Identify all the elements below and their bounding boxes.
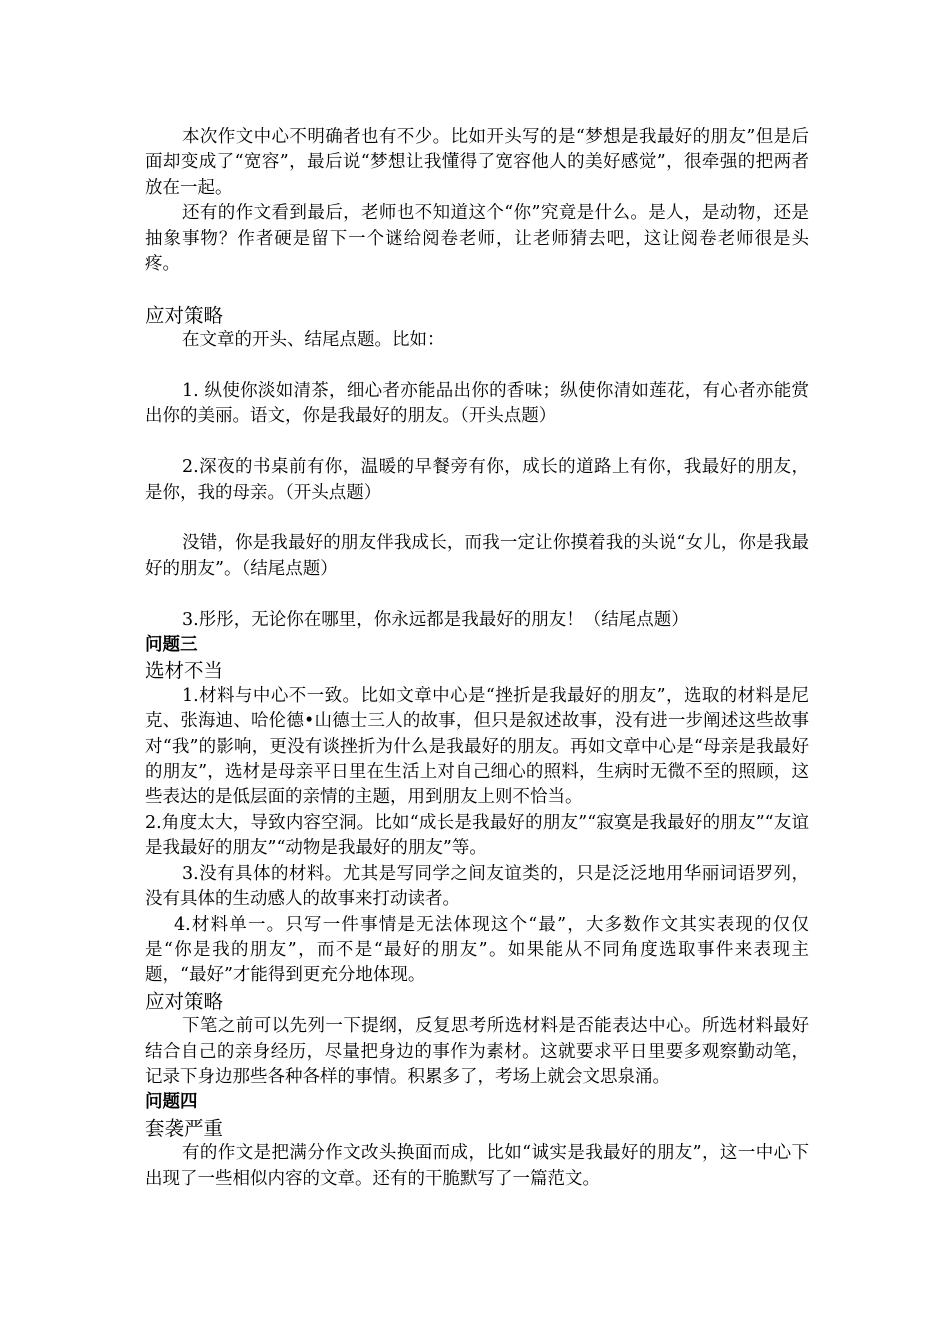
strategy-2-text: 下笔之前可以先列一下提纲，反复思考所选材料是否能表达中心。所选材料最好结合自己的亲身经历，尽量把身边的事作为素材。这就要求平日里要多观察勤动笔，记录下身边那些各种各样的事情。积累多了，考场上就会文思泉涌。 — [145, 1016, 809, 1087]
blank-line — [145, 354, 809, 379]
strategy-intro: 在文章的开头、结尾点题。比如： — [182, 330, 445, 351]
problem-3-item-1: 1.材料与中心不一致。比如文章中心是“挫折是我最好的朋友”，选取的材料是尼克、张海迪、哈伦德•山德士三人的故事，但只是叙述故事，没有进一步阐述这些故事对“我”的影响，更没有谈挫折为什么是我最好的朋友。再如文章中心是“母亲是我最好的朋友”，选材是母亲平日里在生活上对自己细心的照料，生病时无微不至的照顾，这些表达的是低层面的亲情的主题，用到朋友上则不恰当。 — [145, 685, 809, 808]
example-extra: 没错，你是我最好的朋友伴我成长，而我一定让你摸着我的头说“女儿，你是我最好的朋友”。（结尾点题） — [145, 533, 809, 579]
blank-line — [145, 506, 809, 531]
paragraph-unclear-you: 还有的作文看到最后，老师也不知道这个“你”究竟是什么。是人，是动物，还是抽象事物？作者硬是留下一个谜给阅卷老师，让老师猜去吧，这让阅卷老师很是头疼。 — [145, 203, 809, 275]
paragraph-unclear-center: 本次作文中心不明确者也有不少。比如开头写的是“梦想是我最好的朋友”但是后面却变成了“宽容”，最后说“梦想让我懂得了宽容他人的美好感觉”，很牵强的把两者放在一起。 — [145, 127, 809, 198]
example-2: 2.深夜的书桌前有你，温暖的早餐旁有你，成长的道路上有你，我最好的朋友，是你，我的母亲。（开头点题） — [145, 457, 809, 503]
strategy-heading-1: 应对策略 — [145, 303, 224, 327]
example-1: 1. 纵使你淡如清茶，细心者亦能品出你的香味；纵使你清如莲花，有心者亦能赏出你的美丽。语文，你是我最好的朋友。（开头点题） — [145, 381, 809, 427]
problem-3-item-2: 2.角度太大，导致内容空洞。比如“成长是我最好的朋友”“寂寞是我最好的朋友”“友谊是我最好的朋友”“动物是我最好的朋友”等。 — [145, 812, 809, 859]
example-3: 3.彤彤，无论你在哪里，你永远都是我最好的朋友！（结尾点题） — [182, 609, 689, 630]
problem-3-title: 选材不当 — [145, 659, 224, 683]
strategy-heading-2: 应对策略 — [145, 989, 224, 1013]
problem-3-item-4: 4.材料单一。只写一件事情是无法体现这个“最”，大多数作文其实表现的仅仅是“你是我的朋友”，而不是“最好的朋友”。如果能从不同角度选取事件来表现主题，“最好”才能得到更充分地体现。 — [145, 914, 809, 986]
blank-line — [145, 277, 809, 302]
problem-4-text: 有的作文是把满分作文改头换面而成，比如“诚实是我最好的朋友”，这一中心下出现了一些相似内容的文章。还有的干脆默写了一篇范文。 — [145, 1143, 809, 1189]
problem-4-title: 套袭严重 — [145, 1116, 224, 1140]
problem-3-label: 问题三 — [145, 635, 198, 656]
blank-line — [145, 430, 809, 455]
problem-3-item-3: 3.没有具体的材料。尤其是写同学之间友谊类的，只是泛泛地用华丽词语罗列，没有具体的生动感人的故事来打动读者。 — [145, 863, 809, 910]
blank-line — [145, 582, 809, 607]
document-page — [145, 125, 809, 1192]
problem-4-label: 问题四 — [145, 1092, 198, 1113]
